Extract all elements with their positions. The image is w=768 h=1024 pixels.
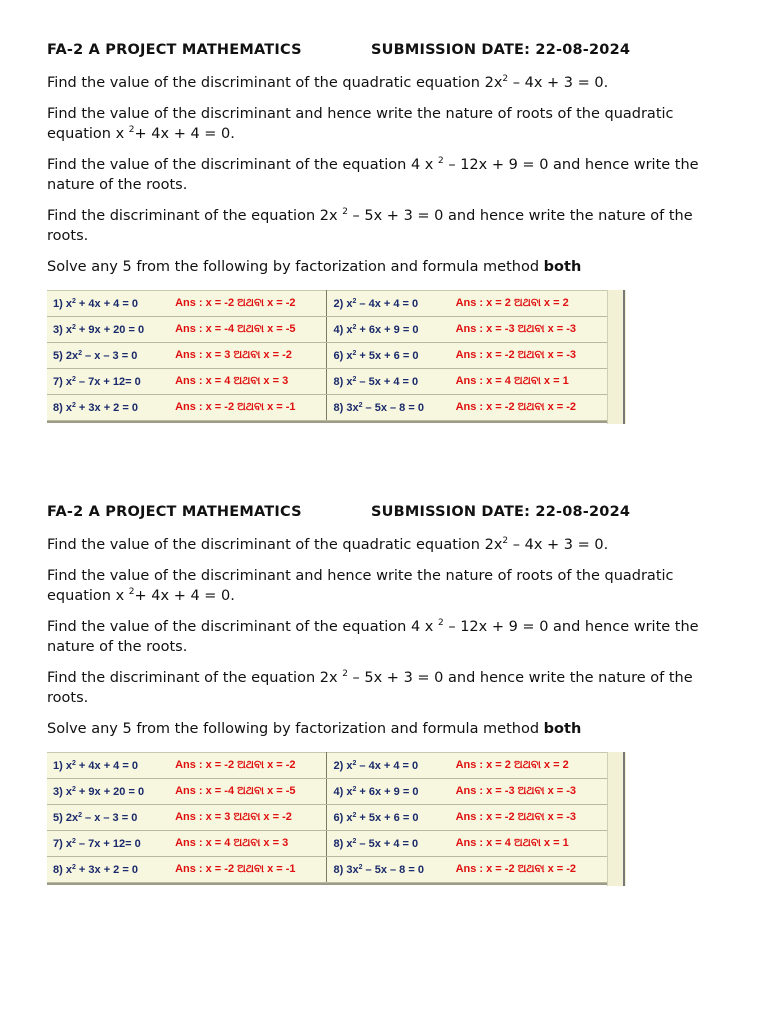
sheet-edge-line	[623, 752, 625, 886]
header	[47, 42, 727, 62]
assignment-block-1	[47, 42, 727, 425]
answer-cell: Ans : x = 3 ଅଥବା x = -2	[169, 343, 327, 369]
question-1: Find the value of the discriminant of the quadratic equation $2x^2 - 4x + 3 = 0$.	[47, 74, 609, 91]
answer-cell: Ans : x = -3 ଅଥବା x = -3	[450, 317, 607, 343]
equation-cell: 8) $x^2 - 5x + 4 = 0$	[327, 369, 450, 395]
question-1: Find the value of the discriminant of the quadratic equation $2x^2 - 4x + 3 = 0$.	[47, 536, 609, 553]
answer-cell: Ans : x = -2 ଅଥବା x = -2	[169, 291, 327, 317]
equation-cell: 1) $x^2 + 4x + 4 = 0$	[47, 291, 169, 317]
answer-cell: Ans : x = -2 ଅଥବା x = -2	[169, 753, 327, 779]
equation-cell: 8) $x^2 + 3x + 2 = 0$	[47, 857, 169, 883]
equation-sheet	[47, 752, 627, 887]
equation-cell: 2) $x^2 - 4x + 4 = 0$	[327, 291, 450, 317]
answer-cell: Ans : x = -4 ଅଥବା x = -5	[169, 779, 327, 805]
sheet-edge-line	[623, 290, 625, 424]
equation-row	[47, 779, 607, 805]
equation-cell: 4) $x^2 + 6x + 9 = 0$	[327, 779, 450, 805]
submission-date: SUBMISSION DATE: 22-08-2024	[371, 42, 631, 58]
table-bottom-rule	[47, 421, 607, 423]
question-5: Solve any 5 from the following by factorization and formula method both	[47, 259, 582, 275]
answer-cell: Ans : x = -2 ଅଥବା x = -1	[169, 395, 327, 421]
answer-cell: Ans : x = 2 ଅଥବା x = 2	[450, 291, 607, 317]
equation-cell: 4) $x^2 + 6x + 9 = 0$	[327, 317, 450, 343]
question-3: Find the value of the discriminant of the equation 4 x $^2$ – 12x + 9 = 0 and hence write the nature of the roots.	[47, 618, 699, 655]
answer-cell: Ans : x = 4 ଅଥବା x = 1	[450, 369, 607, 395]
header	[47, 504, 727, 524]
equation-cell: 8) $x^2 + 3x + 2 = 0$	[47, 395, 169, 421]
answer-cell: Ans : x = -2 ଅଥବା x = -2	[450, 395, 607, 421]
answer-cell: Ans : x = 4 ଅଥବା x = 1	[450, 831, 607, 857]
answer-cell: Ans : x = -2 ଅଥବା x = -2	[450, 857, 607, 883]
equation-row	[47, 831, 607, 857]
answer-cell: Ans : x = -2 ଅଥବା x = -3	[450, 343, 607, 369]
equation-row	[47, 343, 607, 369]
assignment-block-2	[47, 504, 727, 887]
header-title: FA-2 A PROJECT MATHEMATICS	[47, 42, 302, 58]
equation-cell: 8) $3x^2 - 5x - 8 = 0$	[327, 395, 450, 421]
equation-table	[47, 752, 607, 883]
equation-cell: 3) $x^2 + 9x + 20 = 0$	[47, 317, 169, 343]
equation-cell: 8) $3x^2 - 5x - 8 = 0$	[327, 857, 450, 883]
table-bottom-rule	[47, 883, 607, 885]
equation-cell: 6) $x^2 + 5x + 6 = 0$	[327, 343, 450, 369]
equation-cell: 8) $x^2 - 5x + 4 = 0$	[327, 831, 450, 857]
equation-cell: 2) $x^2 - 4x + 4 = 0$	[327, 753, 450, 779]
equation-cell: 7) $x^2 - 7x + 12= 0$	[47, 369, 169, 395]
equation-cell: 3) $x^2 + 9x + 20 = 0$	[47, 779, 169, 805]
answer-cell: Ans : x = -2 ଅଥବା x = -3	[450, 805, 607, 831]
equation-cell: 5) $2x^2 - x - 3 = 0$	[47, 805, 169, 831]
equation-sheet	[47, 290, 627, 425]
question-3: Find the value of the discriminant of the equation 4 x $^2$ – 12x + 9 = 0 and hence write the nature of the roots.	[47, 156, 699, 193]
submission-date: SUBMISSION DATE: 22-08-2024	[371, 504, 631, 520]
equation-row	[47, 753, 607, 779]
question-2: Find the value of the discriminant and hence write the nature of roots of the quadratic equation x $^2$+ 4x + 4 = 0.	[47, 568, 674, 604]
answer-cell: Ans : x = 2 ଅଥବା x = 2	[450, 753, 607, 779]
answer-cell: Ans : x = 4 ଅଥବା x = 3	[169, 831, 327, 857]
equation-row	[47, 369, 607, 395]
answer-cell: Ans : x = 3 ଅଥବା x = -2	[169, 805, 327, 831]
question-4: Find the discriminant of the equation 2x $^2$ – 5x + 3 = 0 and hence write the nature of the roots.	[47, 669, 693, 706]
answer-cell: Ans : x = -4 ଅଥବା x = -5	[169, 317, 327, 343]
question-4: Find the discriminant of the equation 2x $^2$ – 5x + 3 = 0 and hence write the nature of the roots.	[47, 207, 693, 244]
answer-cell: Ans : x = -2 ଅଥବା x = -1	[169, 857, 327, 883]
equation-table	[47, 290, 607, 421]
equation-cell: 1) $x^2 + 4x + 4 = 0$	[47, 753, 169, 779]
equation-row	[47, 395, 607, 421]
equation-cell: 7) $x^2 - 7x + 12= 0$	[47, 831, 169, 857]
equation-row	[47, 317, 607, 343]
equation-row	[47, 291, 607, 317]
equation-row	[47, 805, 607, 831]
answer-cell: Ans : x = 4 ଅଥବା x = 3	[169, 369, 327, 395]
question-5: Solve any 5 from the following by factorization and formula method both	[47, 721, 582, 737]
equation-cell: 6) $x^2 + 5x + 6 = 0$	[327, 805, 450, 831]
header-title: FA-2 A PROJECT MATHEMATICS	[47, 504, 302, 520]
equation-cell: 5) $2x^2 - x - 3 = 0$	[47, 343, 169, 369]
equation-row	[47, 857, 607, 883]
answer-cell: Ans : x = -3 ଅଥବା x = -3	[450, 779, 607, 805]
question-2: Find the value of the discriminant and hence write the nature of roots of the quadratic equation x $^2$+ 4x + 4 = 0.	[47, 106, 674, 142]
